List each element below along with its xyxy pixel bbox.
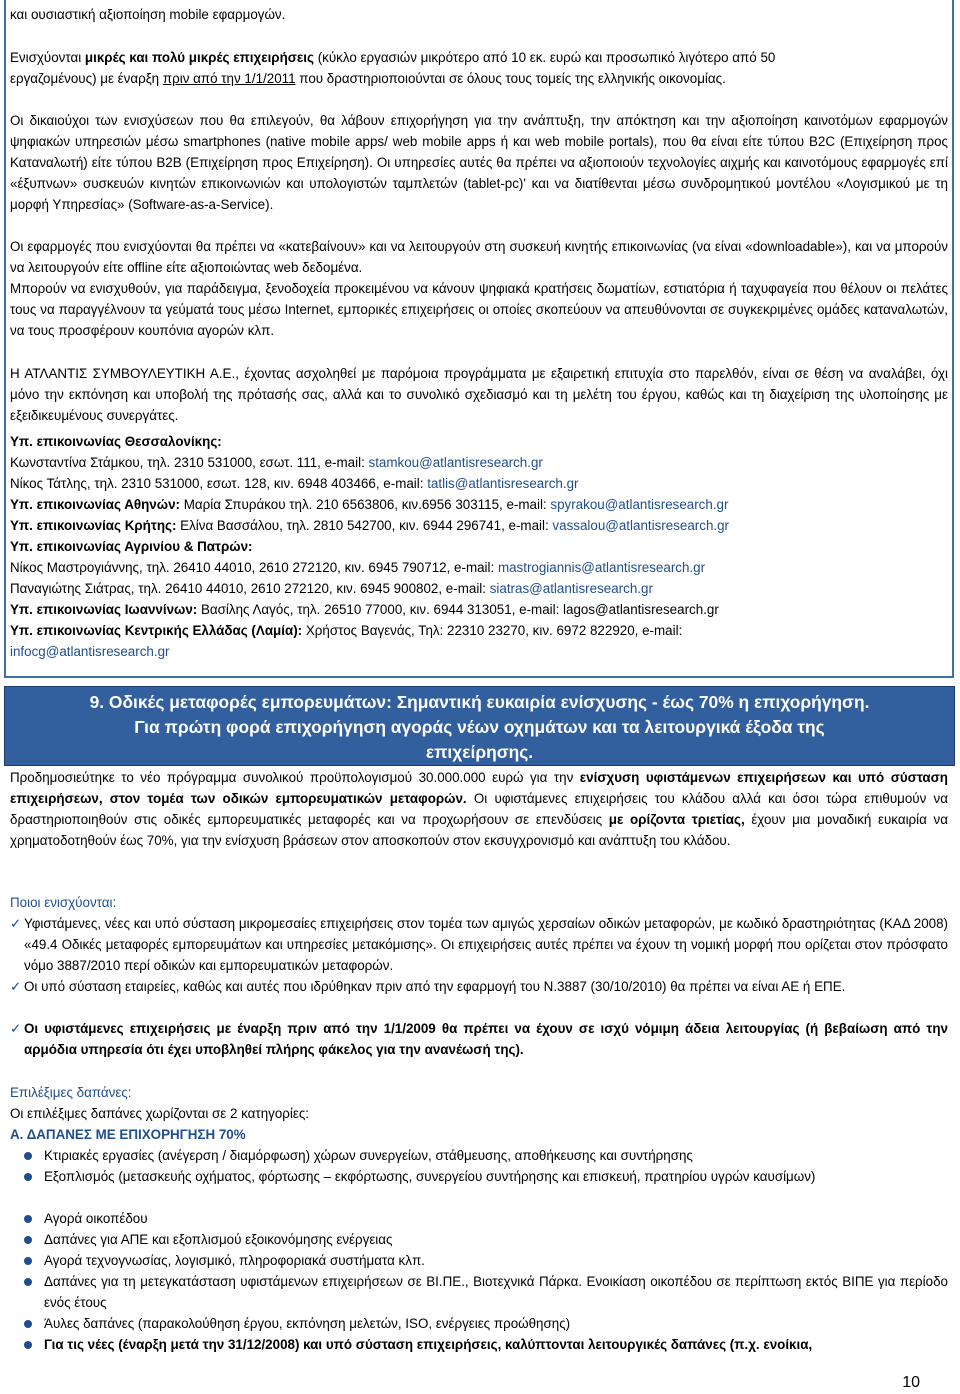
- central-greece-label: Υπ. επικοινωνίας Κεντρικής Ελλάδας (Λαμία):: [10, 623, 303, 638]
- bullet-icon: [24, 1257, 32, 1265]
- bullet-icon: [24, 1152, 32, 1160]
- list-item: [10, 1334, 948, 1355]
- bullet-icon: [24, 1173, 32, 1181]
- section-9-heading: [4, 686, 955, 766]
- list-item: ✓ Οι υπό σύσταση εταιρείες, καθώς και αυτές που ιδρύθηκαν πριν από την εφαρμογή του Ν.3887 (30/10/2010) θα πρέπει να είναι ΑΕ ή ΕΠΕ.: [10, 976, 948, 1018]
- bullet-icon: [24, 1236, 32, 1244]
- list-item-text: Δαπάνες για ΑΠΕ και εξοπλισμού εξοικονόμησης ενέργειας: [44, 1232, 393, 1247]
- thessaloniki-label: Υπ. επικοινωνίας Θεσσαλονίκης:: [10, 434, 222, 449]
- section-title-line: επιχείρησης.: [425, 742, 534, 762]
- athens-label: Υπ. επικοινωνίας Αθηνών:: [10, 497, 180, 512]
- contacts-block: Υπ. επικοινωνίας Θεσσαλονίκης: Κωνσταντίνα Στάμκου, τηλ. 2310 531000, εσωτ. 111, e-mail: stamkou@atlantisresearch.gr Νίκος Τάτλης, τηλ. 2310 531000, εσωτ. 128, κιν. 6948 403466, e-mail: tatlis@atlantisresearch.gr Υπ. επικοινωνίας Αθηνών: Μαρία Σπυράκου τηλ. 210 6563806, κιν.6956 303115, e-mail: spyrakou@atlantisresearch.gr Υπ. επικοινωνίας Κρήτης: Ελίνα Βασσάλου, τηλ. 2810 542700, κιν. 6944 296741, e-mail: vassalou@atlantisresearch.gr Υπ. επικοινωνίας Αγρινίου & Πατρών: Νίκος Μαστρογιάννης, τηλ. 26410 44010, 2610 272120, κιν. 6945 790712, e-mail: mastrogiannis@atlantisresearch.gr Παναγιώτης Σιάτρας, τηλ. 26410 44010, 2610 272120, κιν. 6945 900802, e-mail: siatras@atlantisresearch.gr Υπ. επικοινωνίας Ιωαννίνων: Βασίλης Λαγός, τηλ. 26510 77000, κιν. 6944 313051, e-mail: lagos@atlantisresearch.gr Υπ. επικοινωνίας Κεντρικής Ελλάδας (Λαμία): Χρήστος Βαγενάς, Τηλ: 22310 23270, κιν. 6972 822920, e-mail: infocg@atlantisresearch.gr: [10, 434, 730, 659]
- list-item: [10, 1145, 948, 1166]
- list-item: [10, 1250, 948, 1271]
- agrinio-label: Υπ. επικοινωνίας Αγρινίου & Πατρών:: [10, 539, 253, 554]
- bullet-icon: [24, 1341, 32, 1349]
- beneficiaries-paragraph: Οι δικαιούχοι των ενισχύσεων που θα επιλεγούν, θα λάβουν επιχορήγηση για την ανάπτυξη, την απόκτηση και την αξιοποίηση καινοτόμων εφαρμογών ψηφιακών υπηρεσιών μέσω smartphones (native mobile apps/ web mobile apps ή και web mobile portals), που θα είναι είτε τύπου B2C (Επιχείρηση προς Καταναλωτή) είτε τύπου B2B (Επιχείρηση προς Επιχείρηση). Οι υπηρεσίες αυτές θα πρέπει να αξιοποιούν τεχνολογίες αιχμής και καινοτόμους εφαρμογές επί «έξυπνων» συσκευών κινητών επικοινωνιών και υπολογιστών ταμπλετών (tablet-pc)' και να διατίθενται μέσω συνδρομητικού μοντέλου «Λογισμικού με τη μορφή Υπηρεσίας» (Software-as-a-Service).: [10, 113, 948, 212]
- apps-paragraph: Οι εφαρμογές που ενισχύονται θα πρέπει να «κατεβαίνουν» και να λειτουργούν στη συσκευή κινητής επικοινωνίας (να είναι «downloadable»), και να μπορούν να λειτουργούν είτε offline είτε αξιοποιώντας web δεδομένα.: [10, 239, 948, 275]
- email-link[interactable]: mastrogiannis@atlantisresearch.gr: [497, 560, 706, 575]
- expenses-heading: Επιλέξιμες δαπάνες:: [10, 1085, 132, 1100]
- ioannina-label: Υπ. επικοινωνίας Ιωαννίνων:: [10, 602, 198, 617]
- email-link[interactable]: vassalou@atlantisresearch.gr: [552, 518, 730, 533]
- section-9-intro: Προδημοσιεύτηκε το νέο πρόγραμμα συνολικού προϋπολογισμού 30.000.000 ευρώ για την ενίσχυση υφιστάμενων επιχειρήσεων και υπό σύσταση επιχειρήσεων, στον τομέα των οδικών εμπορευματικών μεταφορών. Οι υφιστάμενες επιχειρήσεις του κλάδου αλλά και όσοι τώρα επιθυμούν να δραστηριοποιηθούν στις οδικές εμπορευματικές μεταφορές και να προχωρήσουν σε επενδύσεις με ορίζοντα τριετίας, έχουν μια μοναδική ευκαιρία να χρηματοδοτηθούν έως 70%, για την ενίσχυση βράσεων στον αποσκοπούν στον εκσυγχρονισμό και ανάπτυξη του κλάδου.: [10, 770, 948, 848]
- list-item-text: Για τις νέες (έναρξη μετά την 31/12/2008) και υπό σύσταση επιχειρήσεις, καλύπτονται λειτουργικές δαπάνες (π.χ. ενοίκια,: [44, 1337, 813, 1352]
- list-item: ✓ Οι υφιστάμενες επιχειρήσεις με έναρξη πριν από την 1/1/2009 θα πρέπει να έχουν σε ισχύ νόμιμη άδεια λειτουργίας (ή βεβαίωση από την αρμόδια υπηρεσία ότι έχει υποβληθεί πλήρης φάκελος για την ανανέωσή της).: [10, 1018, 948, 1060]
- list-item-text: Αγορά τεχνογνωσίας, λογισμικό, πληροφοριακά συστήματα κλπ.: [44, 1253, 425, 1268]
- bullet-icon: [24, 1320, 32, 1328]
- intro-line: και ουσιαστική αξιοποίηση mobile εφαρμογών.: [10, 7, 286, 22]
- crete-label: Υπ. επικοινωνίας Κρήτης:: [10, 518, 177, 533]
- email-link[interactable]: stamkou@atlantisresearch.gr: [368, 455, 543, 470]
- examples-paragraph: Μπορούν να ενισχυθούν, για παράδειγμα, ξενοδοχεία προκειμένου να κάνουν ψηφιακά κρατήσεις δωματίων, εστιατόρια ή ταχυφαγεία που θέλουν οι πελάτες τους να παραγγέλνουν τα γεύματά τους μέσω Internet, εμπορικές επιχειρήσεις οι οποίες σκοπεύουν να απευθύνονται σε συγκεκριμένες ομάδες καταναλωτών, να τους προσφέρουν κουπόνια αγορών κλπ.: [10, 281, 948, 338]
- atlantis-paragraph: Η ΑΤΛΑΝΤΙΣ ΣΥΜΒΟΥΛΕΥΤΙΚΗ Α.Ε., έχοντας ασχοληθεί με παρόμοια προγράμματα με εξαιρετική επιτυχία στο παρελθόν, είναι σε θέση να αναλάβει, όχι μόνο την εκπόνηση και υποβολή της πρότασής σας, αλλά και το συνολικό σχεδιασμό και τη μελέτη του έργου, καθώς και τη διαχείριση της υλοποίησης με εξειδικευμένους συνεργάτες.: [10, 366, 949, 423]
- list-item: ✓ Υφιστάμενες, νέες και υπό σύσταση μικρομεσαίες επιχειρήσεις στον τομέα των αμιγώς χερσαίων οδικών μεταφορών, με κωδικό δραστηριότητας (ΚΑΔ 2008) «49.4 Οδικές μεταφορές εμπορευμάτων και υπηρεσίες μετακόμισης». Οι επιχειρήσεις αυτές πρέπει να έχουν τη νομική μορφή που ορίζεται στον πρόσφατο νόμο 3887/2010 περί οδικών και εμπορευματικών μεταφορών.: [10, 913, 948, 976]
- section-title-line: Για πρώτη φορά επιχορήγηση αγοράς νέων οχημάτων και τα λειτουργικά έξοδα της: [134, 717, 825, 737]
- list-item-text: Αγορά οικοπέδου: [44, 1211, 148, 1226]
- section-title-line: 9. Οδικές μεταφορές εμπορευμάτων: Σημαντική ευκαιρία ενίσχυσης - έως 70% η επιχορήγηση.: [89, 692, 870, 712]
- email-link[interactable]: infocg@atlantisresearch.gr: [10, 644, 170, 659]
- list-item-text: Εξοπλισμός (μετασκευής οχήματος, φόρτωσης – εκφόρτωσης, συνεργείου συντήρησης και επισκευή, πρατηρίου υγρών καυσίμων): [44, 1169, 816, 1184]
- list-item-text: Κτιριακές εργασίες (ανέγερση / διαμόρφωση) χώρων συνεργείων, στάθμευσης, αποθήκευσης και συντήρησης: [44, 1148, 693, 1163]
- bullet-icon: [24, 1215, 32, 1223]
- checkmark-icon: ✓: [10, 979, 22, 994]
- eligible-paragraph: Ενισχύονται μικρές και πολύ μικρές επιχειρήσεις (κύκλο εργασιών μικρότερο από 10 εκ. ευρώ και προσωπικό λιγότερο από 50 εργαζομένους) με έναρξη πριν από την 1/1/2011 που δραστηριοποιούνται σε όλους τους τομείς της ελληνικής οικονομίας.: [10, 50, 776, 86]
- list-item: [10, 1271, 948, 1313]
- page-number: 10: [902, 1374, 920, 1391]
- expenses-intro: Οι επιλέξιμες δαπάνες χωρίζονται σε 2 κατηγορίες:: [10, 1106, 310, 1121]
- category-a-heading: Α. ΔΑΠΑΝΕΣ ΜΕ ΕΠΙΧΟΡΗΓΗΣΗ 70%: [10, 1127, 246, 1142]
- email-link[interactable]: siatras@atlantisresearch.gr: [489, 581, 653, 596]
- list-item: [10, 1166, 948, 1208]
- list-item: [10, 1229, 948, 1250]
- list-item-text: Άυλες δαπάνες (παρακολούθηση έργου, εκπόνηση μελετών, ISO, ενέργειες προώθησης): [44, 1316, 571, 1331]
- who-heading: Ποιοι ενισχύονται:: [10, 895, 117, 910]
- checkmark-icon: ✓: [10, 1021, 22, 1036]
- email-link[interactable]: spyrakou@atlantisresearch.gr: [550, 497, 729, 512]
- bullet-icon: [24, 1278, 32, 1286]
- list-item: [10, 1208, 948, 1229]
- checkmark-icon: ✓: [10, 916, 22, 931]
- list-item: [10, 1313, 948, 1334]
- list-item-text: Δαπάνες για τη μετεγκατάσταση υφιστάμενων επιχειρήσεων σε ΒΙ.ΠΕ., Βιοτεχνικά Πάρκα. Ενοικίαση οικοπέδου σε περίπτωση εκτός ΒΙΠΕ για περίοδο ενός έτους: [44, 1274, 948, 1310]
- email-link[interactable]: tatlis@atlantisresearch.gr: [427, 476, 579, 491]
